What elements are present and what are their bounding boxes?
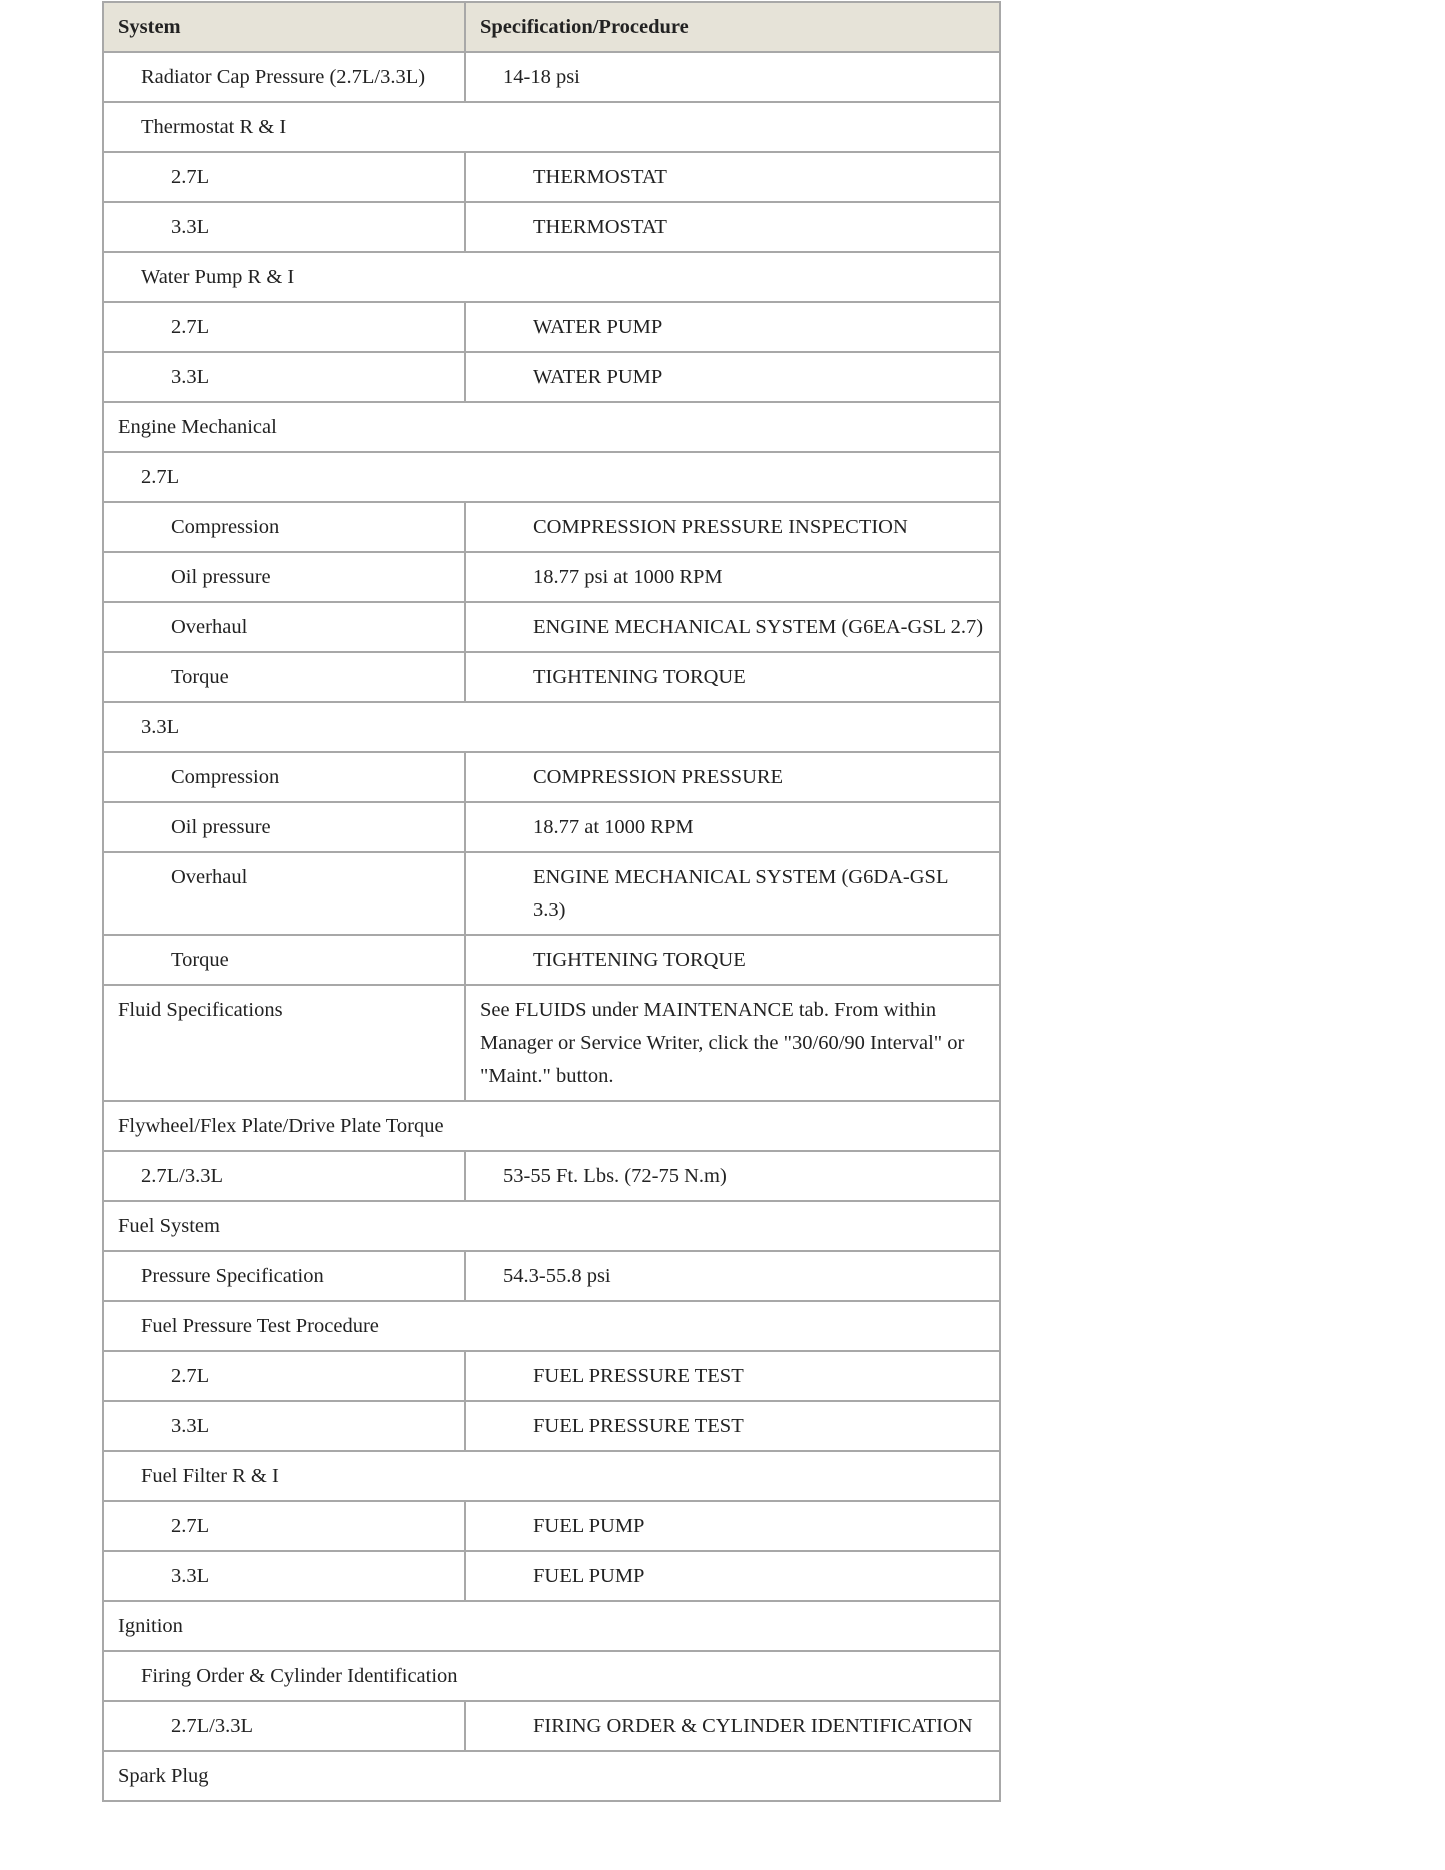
specification-cell: 18.77 psi at 1000 RPM [465, 552, 1000, 602]
system-cell: Compression [103, 502, 465, 552]
specification-cell: FUEL PUMP [465, 1551, 1000, 1601]
table-row [103, 152, 1000, 202]
specification-cell: 54.3-55.8 psi [465, 1251, 1000, 1301]
specification-cell: WATER PUMP [465, 302, 1000, 352]
table-row [103, 702, 1000, 752]
section-heading-cell: Water Pump R & I [103, 252, 1000, 302]
column-header-system: System [103, 2, 465, 52]
section-heading-cell: Firing Order & Cylinder Identification [103, 1651, 1000, 1701]
table-row [103, 1751, 1000, 1801]
table-row [103, 652, 1000, 702]
table-row [103, 602, 1000, 652]
specification-cell: THERMOSTAT [465, 152, 1000, 202]
system-cell: Compression [103, 752, 465, 802]
table-row [103, 52, 1000, 102]
table-row [103, 102, 1000, 152]
table-row [103, 852, 1000, 935]
system-cell: 2.7L [103, 1351, 465, 1401]
table-row [103, 1651, 1000, 1701]
section-heading-cell: Ignition [103, 1601, 1000, 1651]
system-cell: 2.7L/3.3L [103, 1701, 465, 1751]
table-row [103, 1351, 1000, 1401]
specification-cell: FUEL PRESSURE TEST [465, 1401, 1000, 1451]
section-heading-cell: Fuel Filter R & I [103, 1451, 1000, 1501]
system-cell: Torque [103, 652, 465, 702]
specification-cell: THERMOSTAT [465, 202, 1000, 252]
specification-cell: TIGHTENING TORQUE [465, 935, 1000, 985]
column-header-specification: Specification/Procedure [465, 2, 1000, 52]
specification-cell: 18.77 at 1000 RPM [465, 802, 1000, 852]
specification-cell: WATER PUMP [465, 352, 1000, 402]
specification-cell: COMPRESSION PRESSURE INSPECTION [465, 502, 1000, 552]
specification-cell: See FLUIDS under MAINTENANCE tab. From within Manager or Service Writer, click the "30/60/90 Interval" or "Maint." button. [465, 985, 1000, 1101]
section-heading-cell: Spark Plug [103, 1751, 1000, 1801]
section-heading-cell: 3.3L [103, 702, 1000, 752]
system-cell: 2.7L [103, 302, 465, 352]
specification-cell: FUEL PRESSURE TEST [465, 1351, 1000, 1401]
table-row [103, 1251, 1000, 1301]
table-body [103, 52, 1000, 1801]
system-cell: Overhaul [103, 602, 465, 652]
system-cell: 3.3L [103, 1401, 465, 1451]
specification-cell: TIGHTENING TORQUE [465, 652, 1000, 702]
table-row [103, 1601, 1000, 1651]
table-row [103, 802, 1000, 852]
table-row [103, 985, 1000, 1101]
system-cell: 3.3L [103, 202, 465, 252]
specification-cell: ENGINE MECHANICAL SYSTEM (G6DA-GSL 3.3) [465, 852, 1000, 935]
table-row [103, 1151, 1000, 1201]
table-row [103, 935, 1000, 985]
specification-cell: COMPRESSION PRESSURE [465, 752, 1000, 802]
table-row [103, 452, 1000, 502]
table-row [103, 1551, 1000, 1601]
table-row [103, 1451, 1000, 1501]
table-row [103, 1101, 1000, 1151]
section-heading-cell: Flywheel/Flex Plate/Drive Plate Torque [103, 1101, 1000, 1151]
specification-cell: ENGINE MECHANICAL SYSTEM (G6EA-GSL 2.7) [465, 602, 1000, 652]
table-row [103, 1301, 1000, 1351]
section-heading-cell: Fuel Pressure Test Procedure [103, 1301, 1000, 1351]
section-heading-cell: 2.7L [103, 452, 1000, 502]
table-row [103, 402, 1000, 452]
system-cell: Oil pressure [103, 802, 465, 852]
table-row [103, 252, 1000, 302]
system-cell: Fluid Specifications [103, 985, 465, 1101]
system-cell: Overhaul [103, 852, 465, 935]
table-header [103, 2, 1000, 52]
header-row [103, 2, 1000, 52]
system-cell: Pressure Specification [103, 1251, 465, 1301]
table-row [103, 352, 1000, 402]
system-cell: Oil pressure [103, 552, 465, 602]
system-cell: 2.7L/3.3L [103, 1151, 465, 1201]
section-heading-cell: Thermostat R & I [103, 102, 1000, 152]
section-heading-cell: Engine Mechanical [103, 402, 1000, 452]
system-cell: 3.3L [103, 352, 465, 402]
specification-cell: FUEL PUMP [465, 1501, 1000, 1551]
system-cell: 2.7L [103, 1501, 465, 1551]
table-row [103, 1701, 1000, 1751]
table-row [103, 752, 1000, 802]
system-cell: Torque [103, 935, 465, 985]
specifications-table [102, 1, 1001, 1802]
table-row [103, 302, 1000, 352]
table-row [103, 202, 1000, 252]
table-row [103, 502, 1000, 552]
table-row [103, 1501, 1000, 1551]
system-cell: 3.3L [103, 1551, 465, 1601]
section-heading-cell: Fuel System [103, 1201, 1000, 1251]
specification-cell: 14-18 psi [465, 52, 1000, 102]
specification-cell: FIRING ORDER & CYLINDER IDENTIFICATION [465, 1701, 1000, 1751]
system-cell: 2.7L [103, 152, 465, 202]
system-cell: Radiator Cap Pressure (2.7L/3.3L) [103, 52, 465, 102]
table-row [103, 552, 1000, 602]
table-row [103, 1401, 1000, 1451]
specification-cell: 53-55 Ft. Lbs. (72-75 N.m) [465, 1151, 1000, 1201]
table-row [103, 1201, 1000, 1251]
